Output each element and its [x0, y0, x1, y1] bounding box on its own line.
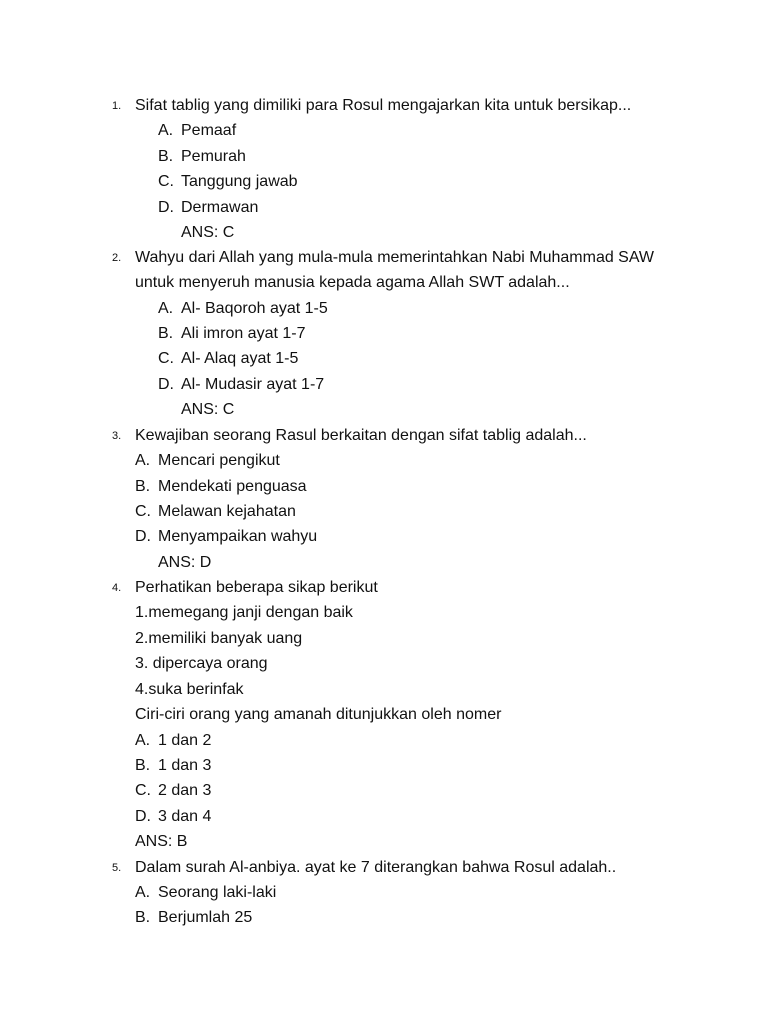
option-letter: B.	[135, 757, 151, 774]
answer-text: ANS: D	[158, 554, 212, 571]
option-letter: A.	[135, 452, 151, 469]
question-text: untuk menyeruh manusia kepada agama Allah SWT adalah...	[135, 274, 570, 291]
question-number: 5.	[112, 862, 122, 874]
option-text: Mendekati penguasa	[158, 478, 307, 495]
option-text: Al- Mudasir ayat 1-7	[181, 376, 325, 393]
option-text: 3 dan 4	[158, 808, 212, 825]
option-letter: A.	[135, 884, 151, 901]
option-letter: B.	[135, 478, 151, 495]
question-text: Sifat tablig yang dimiliki para Rosul mengajarkan kita untuk bersikap...	[135, 97, 632, 114]
question-number: 4.	[112, 582, 122, 594]
answer-text: ANS: B	[135, 833, 188, 850]
option-letter: A.	[158, 122, 174, 139]
option-letter: D.	[158, 199, 174, 216]
option-text: Seorang laki-laki	[158, 884, 277, 901]
option-letter: D.	[135, 528, 151, 545]
option-letter: D.	[158, 376, 174, 393]
question-number: 1.	[112, 100, 122, 112]
question-number: 2.	[112, 252, 122, 264]
option-text: 1 dan 3	[158, 757, 212, 774]
option-text: Al- Alaq ayat 1-5	[181, 350, 299, 367]
option-text: Melawan kejahatan	[158, 503, 296, 520]
option-text: Pemurah	[181, 148, 246, 165]
statement-text: 1.memegang janji dengan baik	[135, 604, 353, 621]
option-letter: B.	[158, 148, 174, 165]
question-number: 3.	[112, 430, 122, 442]
option-letter: C.	[135, 503, 151, 520]
statement-text: 3. dipercaya orang	[135, 655, 268, 672]
option-text: Tanggung jawab	[181, 173, 298, 190]
question-text: Dalam surah Al-anbiya. ayat ke 7 diterangkan bahwa Rosul adalah..	[135, 859, 617, 876]
option-letter: B.	[158, 325, 174, 342]
option-text: 2 dan 3	[158, 782, 212, 799]
option-text: Pemaaf	[181, 122, 237, 139]
option-text: Berjumlah 25	[158, 909, 253, 926]
option-letter: C.	[158, 350, 174, 367]
answer-text: ANS: C	[181, 224, 235, 241]
option-text: Dermawan	[181, 199, 259, 216]
statement-text: 2.memiliki banyak uang	[135, 630, 303, 647]
answer-text: ANS: C	[181, 401, 235, 418]
option-text: 1 dan 2	[158, 732, 212, 749]
question-text: Perhatikan beberapa sikap berikut	[135, 579, 378, 596]
option-letter: D.	[135, 808, 151, 825]
option-text: Al- Baqoroh ayat 1-5	[181, 300, 328, 317]
option-text: Ali imron ayat 1-7	[181, 325, 306, 342]
statement-text: 4.suka berinfak	[135, 681, 244, 698]
option-letter: B.	[135, 909, 151, 926]
option-text: Menyampaikan wahyu	[158, 528, 318, 545]
option-letter: C.	[135, 782, 151, 799]
option-letter: C.	[158, 173, 174, 190]
question-text: Ciri-ciri orang yang amanah ditunjukkan oleh nomer	[135, 706, 502, 723]
question-text: Kewajiban seorang Rasul berkaitan dengan sifat tablig adalah...	[135, 427, 587, 444]
option-text: Mencari pengikut	[158, 452, 280, 469]
question-text: Wahyu dari Allah yang mula-mula memerintahkan Nabi Muhammad SAW	[135, 249, 655, 266]
option-letter: A.	[158, 300, 174, 317]
option-letter: A.	[135, 732, 151, 749]
